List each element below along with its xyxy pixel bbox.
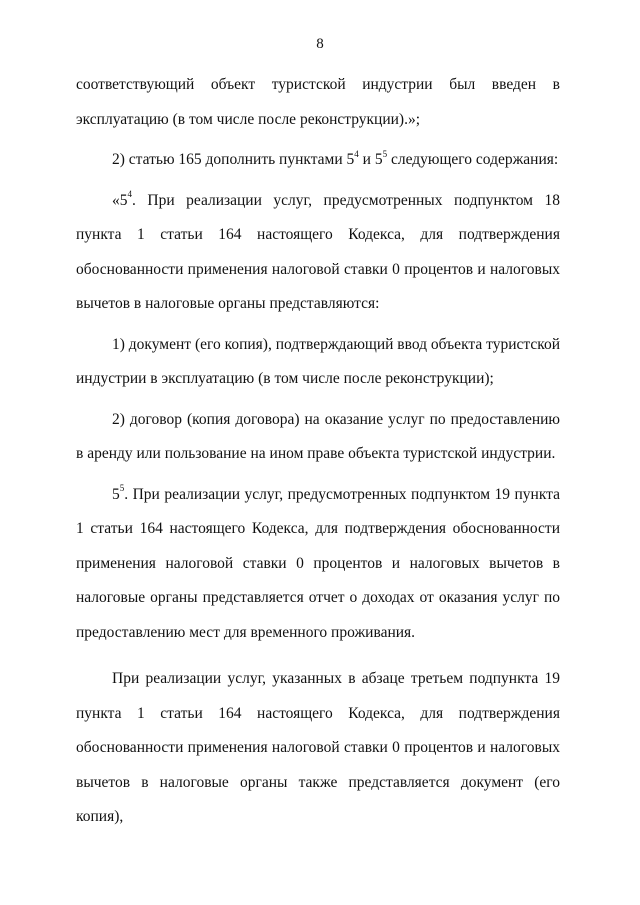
superscript: 4 [127,189,132,200]
paragraph-text: . При реализации услуг, предусмотренных подпунктом 18 пункта 1 статьи 164 настоящего Кодекса, для подтверждения обоснованности применения налоговой ставки 0 процентов и налоговых вычетов в налоговые органы представляются: [76,191,560,312]
page-number: 8 [316,36,324,52]
paragraph-list-item-1: 1) документ (его копия), подтверждающий ввод объекта туристской индустрии в эксплуатацию (в том числе после реконструкции); [76,335,560,387]
superscript: 4 [354,148,359,159]
paragraph-point-5-5 [76,478,560,651]
paragraph-text: и 5 [358,151,383,168]
document-body [76,68,560,835]
paragraph-services-paragraph-three: При реализации услуг, указанных в абзаце третьем подпункта 19 пункта 1 статьи 164 настоящего Кодекса, для подтверждения обоснованности применения налоговой ставки 0 процентов и налоговых вычетов в налоговые органы также представляется документ (его копия), [76,670,560,825]
superscript: 5 [382,148,388,159]
paragraph-text: 2) статью 165 дополнить пунктами 5 [112,151,355,168]
paragraph-text: следующего содержания: [387,151,559,168]
paragraph-amendment-article-165 [76,143,560,178]
paragraph-point-5-4 [76,184,560,322]
superscript: 5 [119,483,125,494]
paragraph-text: «5 [112,191,128,209]
paragraph-text: 5 [112,485,120,503]
paragraph-text: . При реализации услуг, предусмотренных подпунктом 19 пункта 1 статьи 164 настоящего Кодекса, для подтверждения обоснованности применения налоговой ставки 0 процентов и налоговых вычетов в налоговые органы представляется отчет о доходах от оказания услуг по предоставлению мест для временного проживания. [76,485,560,641]
paragraph-list-item-2: 2) договор (копия договора) на оказание услуг по предоставлению в аренду или пользование на ином праве объекта туристской индустрии. [76,410,560,462]
paragraph-continuation: соответствующий объект туристской индустрии был введен в эксплуатацию (в том числе после реконструкции).»; [76,76,560,128]
